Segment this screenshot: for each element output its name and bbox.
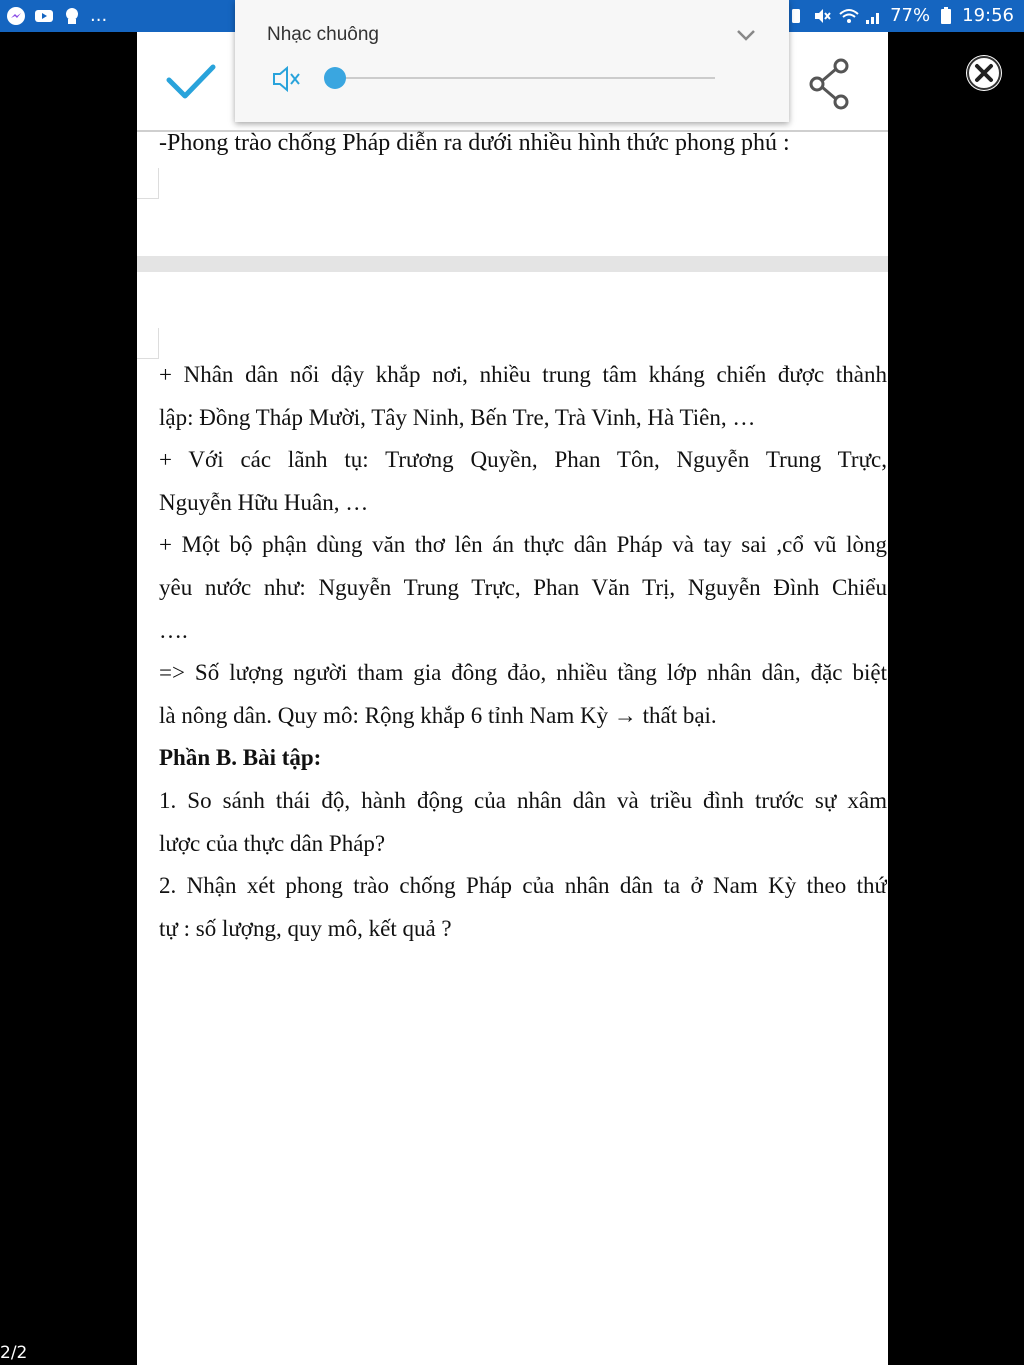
text-line: + Một bộ phận dùng văn thơ lên án thực dân Pháp và tay sai ,cổ vũ lòng: [159, 532, 887, 558]
battery-icon: [936, 6, 956, 26]
text-line: lập: Đồng Tháp Mười, Tây Ninh, Bến Tre, Trà Vinh, Hà Tiên, …: [159, 404, 756, 430]
youtube-icon: [34, 6, 54, 26]
signal-icon: [864, 6, 884, 26]
text-line: => Số lượng người tham gia đông đảo, nhiều tầng lớp nhân dân, đặc biệt: [159, 660, 887, 686]
volume-panel: [235, 0, 789, 122]
checkmark-icon: [165, 62, 217, 102]
text-line: lược của thực dân Pháp?: [159, 830, 386, 856]
page-counter: 2/2: [0, 1343, 28, 1363]
text-line: yêu nước như: Nguyễn Trung Trực, Phan Văn Trị, Nguyễn Đình Chiểu: [159, 574, 887, 600]
close-icon: [966, 55, 1002, 91]
text-line: tự : số lượng, quy mô, kết quả ?: [159, 915, 452, 941]
messenger-icon: [6, 6, 26, 26]
document-heading: -Phong trào chống Pháp diễn ra dưới nhiều hình thức phong phú :: [159, 130, 790, 156]
mute-toggle[interactable]: [271, 63, 303, 95]
text-line: + Với các lãnh tụ: Trương Quyền, Phan Tôn, Nguyễn Trung Trực,: [159, 447, 887, 473]
text-line: ….: [159, 617, 188, 643]
vibrate-icon: [786, 6, 806, 26]
app-notification-icon: [62, 6, 82, 26]
status-notifications: [6, 5, 107, 26]
volume-slider-thumb[interactable]: [324, 67, 346, 89]
volume-panel-title: Nhạc chuông: [267, 24, 379, 45]
text-line: 1. So sánh thái độ, hành động của nhân dân và triều đình trước sự xâm: [159, 787, 887, 813]
page-separator: [137, 256, 888, 272]
volume-slider-track[interactable]: [335, 77, 715, 79]
expand-volume-button[interactable]: [735, 24, 757, 46]
speaker-muted-icon: [271, 63, 303, 95]
share-button[interactable]: [805, 56, 855, 112]
status-system: [786, 5, 1014, 26]
text-line: Nguyễn Hữu Huân, …: [159, 489, 369, 515]
text-line: 2. Nhận xét phong trào chống Pháp của nhân dân ta ở Nam Kỳ theo thứ: [159, 873, 887, 899]
section-heading: Phần B. Bài tập:: [159, 745, 322, 771]
chevron-down-icon: [735, 24, 757, 46]
page-corner-mark: [137, 168, 159, 199]
confirm-button[interactable]: [165, 62, 217, 102]
more-notifications: ...: [90, 5, 108, 26]
share-icon: [805, 56, 855, 112]
clock: 19:56: [962, 5, 1014, 26]
wifi-icon: [838, 6, 858, 26]
document-body: [159, 354, 887, 950]
mute-status-icon: [812, 6, 832, 26]
text-line: là nông dân. Quy mô: Rộng khắp 6 tỉnh Nam Kỳ → thất bại.: [159, 702, 717, 728]
text-line: + Nhân dân nổi dậy khắp nơi, nhiều trung tâm kháng chiến được thành: [159, 362, 887, 387]
page-corner-mark: [137, 328, 159, 359]
battery-percent: 77%: [890, 5, 931, 26]
image-viewer-page: [137, 32, 888, 1365]
close-button[interactable]: [966, 55, 1002, 91]
